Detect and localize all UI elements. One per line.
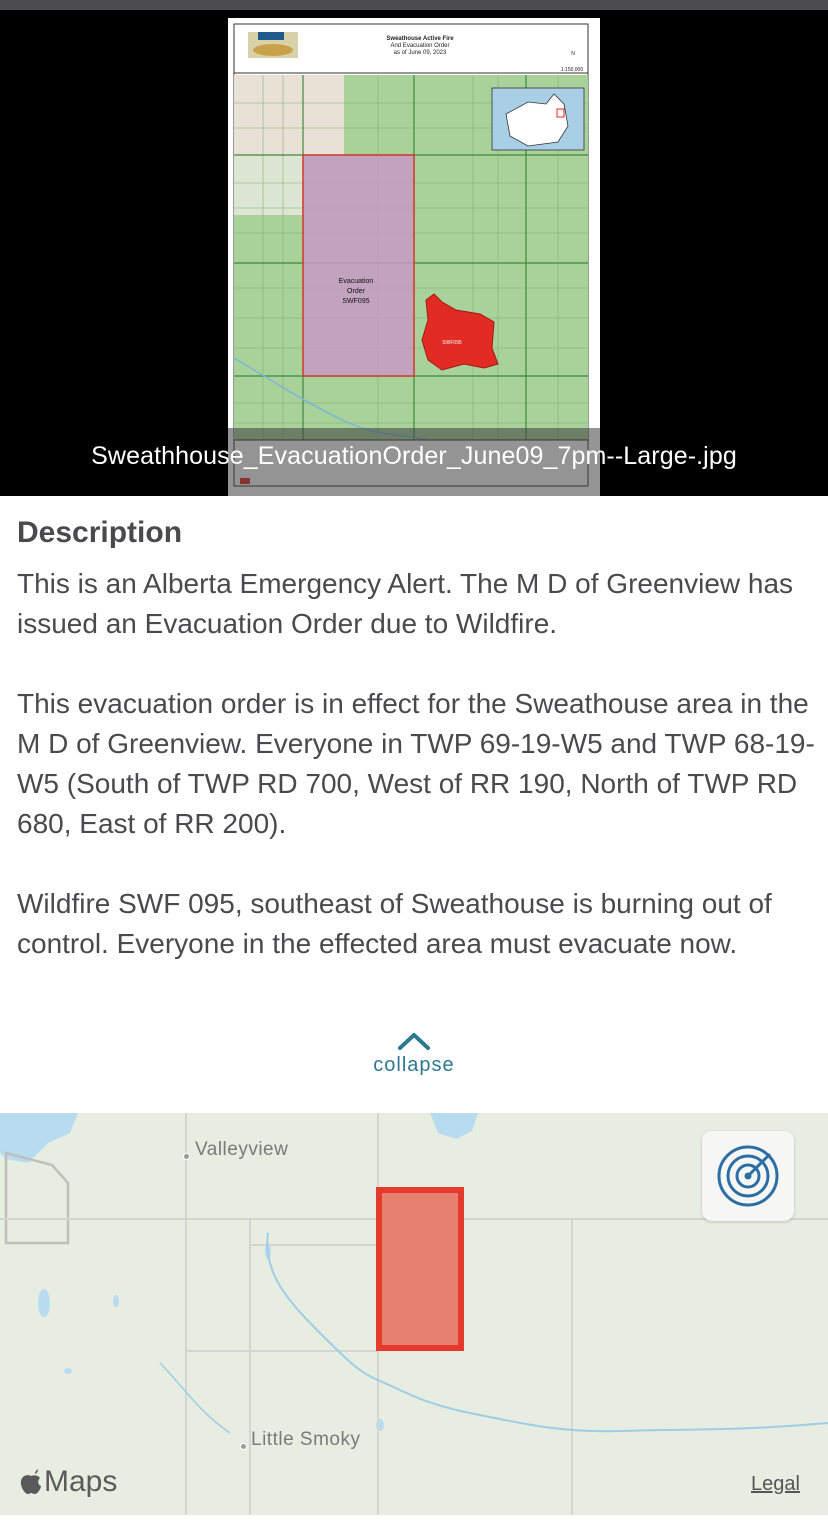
radar-button[interactable] [702,1131,794,1221]
description-paragraph: This is an Alberta Emergency Alert. The M D of Greenview has issued an Evacuation Order due to Wildfire. [17,568,794,639]
svg-text:Sweathouse Active Fire: Sweathouse Active Fire [386,36,454,42]
top-status-bar [0,0,828,10]
svg-text:And Evacuation Order: And Evacuation Order [390,43,450,49]
svg-text:Order: Order [347,288,365,295]
apple-icon [20,1469,42,1495]
description-section [17,516,817,1004]
valleyview-marker [183,1153,190,1160]
place-label-little-smoky: Little Smoky [251,1429,361,1450]
image-caption: Sweathhouse_EvacuationOrder_June09_7pm--Large-.jpg [91,442,737,470]
svg-text:Evacuation: Evacuation [338,278,374,285]
description-paragraph: Wildfire SWF 095, southeast of Sweathouse is burning out of control. Everyone in the effected area must evacuate now. [17,888,772,959]
bottom-padding [0,1515,828,1529]
evacuation-map-image[interactable] [228,18,600,496]
legal-link[interactable]: Legal [751,1473,800,1495]
maps-label: Maps [44,1465,118,1498]
svg-text:SWF095: SWF095 [442,340,462,346]
place-label-valleyview: Valleyview [195,1139,289,1160]
svg-text:1:150,000: 1:150,000 [560,67,584,73]
collapse-button[interactable] [344,1030,484,1088]
description-paragraph: This evacuation order is in effect for the Sweathouse area in the M D of Greenview. Everyone in TWP 69-19-W5 and TWP 68-19-W5 (South of TWP RD 700, West of RR 190, North of TWP RD 680, East of RR 200). [17,688,815,839]
chevron-up-icon [396,1030,432,1052]
radar-icon [715,1143,781,1209]
svg-text:as of June 09, 2023: as of June 09, 2023 [393,50,447,56]
alert-area-map[interactable] [0,1113,828,1515]
svg-text:N: N [571,51,575,57]
collapse-label: collapse [373,1054,455,1076]
description-heading: Description [17,516,183,549]
little-smoky-marker [240,1443,247,1450]
apple-maps-logo [20,1465,117,1499]
image-viewer[interactable] [0,10,828,496]
svg-text:SWF095: SWF095 [342,298,370,305]
